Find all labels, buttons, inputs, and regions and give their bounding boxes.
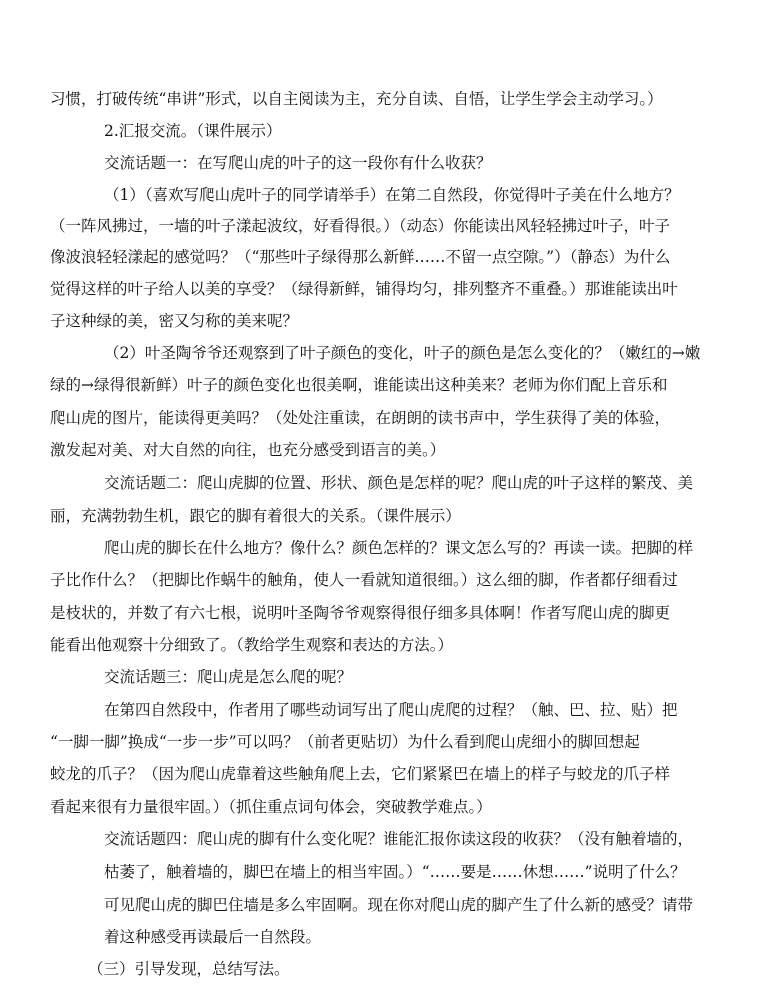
text-line: 是枝状的，并数了有六七根，说明叶圣陶爷爷观察得很仔细多具体啊！作者写爬山虎的脚更 [50,604,671,622]
text-line-topic-1: 交流话题一：在写爬山虎的叶子的这一段你有什么收获？ [104,154,492,172]
section-heading: （三）引导发现，总结写法。 [88,960,290,978]
text-line-topic-1-point-2: （2）叶圣陶爷爷还观察到了叶子颜色的变化，叶子的颜色是怎么变化的？（嫩红的→嫩 [104,344,701,362]
text-line-continuation: 习惯，打破传统“串讲”形式，以自主阅读为主，充分自读、自悟，让学生学会主动学习。） [50,90,663,108]
text-line-topic-4-cont: 枯萎了，触着墙的，脚巴在墙上的相当牢固。）“……要是……休想……”说明了什么？ [104,863,686,881]
text-line: 子这种绿的美，密又匀称的美来呢？ [50,312,299,330]
text-line: 激发起对美、对大自然的向往，也充分感受到语言的美。） [50,441,446,459]
text-line-topic-4-cont: 可见爬山虎的脚巴住墙是多么牢固啊。现在你对爬山虎的脚产生了什么新的感受？请带 [104,896,694,914]
text-line: 觉得这样的叶子给人以美的享受？（绿得新鲜，铺得均匀，排列整齐不重叠。）那谁能读出叶 [50,280,678,298]
text-line: “一脚一脚”换成“一步一步”可以吗？（前者更贴切）为什么看到爬山虎细小的脚回想起 [50,733,640,751]
text-line: 蛟龙的爪子？（因为爬山虎靠着这些触角爬上去，它们紧紧巴在墙上的样子与蛟龙的爪子样 [50,765,671,783]
text-line-topic-3-detail: 在第四自然段中，作者用了哪些动词写出了爬山虎爬的过程？（触、巴、拉、贴）把 [104,701,678,719]
text-line-step-2: 2.汇报交流。（课件展示） [104,122,282,140]
text-line-topic-4-cont: 着这种感受再读最后一自然段。 [104,928,322,946]
text-line-topic-2: 交流话题二：爬山虎脚的位置、形状、颜色是怎样的呢？爬山虎的叶子这样的繁茂、美 [104,474,694,492]
text-line-topic-1-point-1: （1）（喜欢写爬山虎叶子的同学请举手）在第二自然段，你觉得叶子美在什么地方？ [104,186,680,204]
text-line: 像波浪轻轻漾起的感觉吗？（“那些叶子绿得那么新鲜……不留一点空隙。”）（静态）为什么 [50,248,671,266]
text-line: 能看出他观察十分细致了。（教给学生观察和表达的方法。） [50,636,454,654]
text-line: 绿的→绿得很新鲜）叶子的颜色变化也很美啊，谁能读出这种美来？老师为你们配上音乐和 [50,376,668,394]
text-line: 看起来很有力量很牢固。）（抓住重点词句体会，突破教学难点。） [50,798,492,816]
text-line-topic-4: 交流话题四：爬山虎的脚有什么变化呢？谁能汇报你读这段的收获？（没有触着墙的， [104,830,694,848]
text-line: （一阵风拂过，一墙的叶子漾起波纹，好看得很。）（动态）你能读出风轻轻拂过叶子，叶子 [50,217,671,235]
text-line: 爬山虎的图片，能读得更美吗？（处处注重读，在朗朗的读书声中，学生获得了美的体验， [50,409,671,427]
text-line: 子比作什么？（把脚比作蜗牛的触角，使人一看就知道很细。）这么细的脚，作者都仔细看过 [50,571,678,589]
text-line-topic-2-detail: 爬山虎的脚长在什么地方？像什么？颜色怎样的？课文怎么写的？再读一读。把脚的样 [104,539,694,557]
text-line: 丽，充满勃勃生机，跟它的脚有着很大的关系。（课件展示） [50,507,461,525]
text-line-topic-3: 交流话题三：爬山虎是怎么爬的呢？ [104,668,353,686]
